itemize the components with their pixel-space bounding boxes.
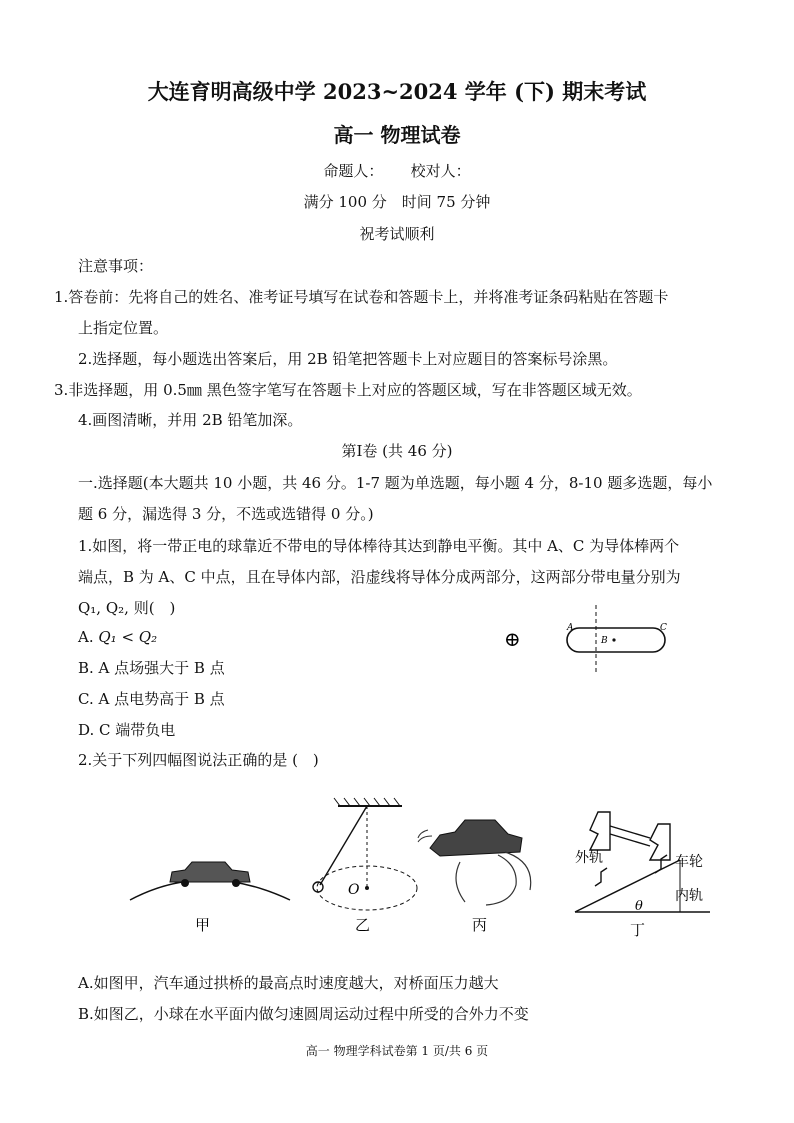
wish-line: 祝考试顺利 xyxy=(359,225,435,243)
car-wheel-icon xyxy=(181,879,189,887)
caption-ding: 丁 xyxy=(630,921,646,939)
section-intro-line2: 题 6 分，漏选得 3 分，不选或选错得 0 分。) xyxy=(78,505,374,523)
caption-jia: 甲 xyxy=(195,916,211,934)
q1-stem-line1: 1.如图，将一带正电的球靠近不带电的导体棒待其达到静电平衡。其中 A、C 为导体棒两个 xyxy=(78,537,680,555)
caption-bing: 丙 xyxy=(472,916,488,934)
car-icon xyxy=(170,862,250,882)
inner-wheel xyxy=(650,824,670,860)
q1-option-d: D. C 端带负电 xyxy=(78,721,176,739)
arch-bridge xyxy=(130,880,290,900)
q1-option-c: C. A 点电势高于 B 点 xyxy=(78,690,225,708)
figure-yi xyxy=(313,798,417,934)
q1-option-a-math: Q₁ < Q₂ xyxy=(98,628,158,646)
q1-option-a xyxy=(78,628,157,646)
theta-label: θ xyxy=(635,899,643,914)
exam-title: 大连育明高级中学 2023~2024 学年 (下) 期末考试 xyxy=(147,79,647,104)
figure-bing xyxy=(418,820,531,934)
authors-line: 命题人： 校对人： xyxy=(323,162,471,180)
exam-subtitle: 高一 物理试卷 xyxy=(333,123,461,147)
positive-charge-ball: ⊕ xyxy=(504,627,521,651)
water-splash xyxy=(456,852,531,905)
point-c-label: C xyxy=(660,623,667,633)
point-a-label: A xyxy=(567,623,574,633)
outer-rail xyxy=(595,868,607,886)
note-item-2: 2.选择题，每小题选出答案后，用 2B 铅笔把答题卡上对应题目的答案标号涂黑。 xyxy=(78,350,618,368)
caption-yi: 乙 xyxy=(355,916,371,934)
score-time-line: 满分 100 分 时间 75 分钟 xyxy=(303,193,491,211)
wheel-label: 车轮 xyxy=(675,854,703,870)
drift-car-icon xyxy=(430,820,522,856)
note-item-3: 3.非选择题，用 0.5㎜ 黑色签字笔写在答题卡上对应的答题区域，写在非答题区域无效。 xyxy=(54,381,642,399)
note-item-1-cont: 上指定位置。 xyxy=(78,319,169,337)
page-footer: 高一 物理学科试卷第 1 页/共 6 页 xyxy=(305,1044,489,1058)
note-item-4: 4.画图清晰，并用 2B 铅笔加深。 xyxy=(78,411,303,429)
figure-ding xyxy=(575,812,710,939)
q1-option-a-prefix: A. xyxy=(78,628,99,646)
inner-rail-label: 内轨 xyxy=(675,888,703,904)
q1-stem-line3: Q₁, Q₂, 则( ) xyxy=(78,599,176,617)
ceiling-hatching xyxy=(334,798,400,806)
center-o-label: O xyxy=(348,882,360,898)
car-wheel-icon xyxy=(232,879,240,887)
conductor-rod xyxy=(567,628,665,652)
q1-option-b: B. A 点场强大于 B 点 xyxy=(78,659,225,677)
spray-lines xyxy=(418,830,432,842)
point-b-dot xyxy=(612,638,615,641)
note-item-1: 1.答卷前：先将自己的姓名、准考证号填写在试卷和答题卡上，并将准考证条码粘贴在答题卡 xyxy=(54,288,669,306)
pendulum-string xyxy=(320,806,367,885)
incline-line xyxy=(575,860,680,912)
q2-stem: 2.关于下列四幅图说法正确的是 ( ) xyxy=(78,751,319,769)
section-title: 第Ⅰ卷 (共 46 分) xyxy=(341,442,453,460)
outer-wheel xyxy=(590,812,610,850)
section-intro-line1: 一.选择题(本大题共 10 小题，共 46 分。1-7 题为单选题，每小题 4 分，8-10 题多选题，每小 xyxy=(78,474,713,492)
q1-stem-line2: 端点，B 为 A、C 中点，且在导体内部，沿虚线将导体分成两部分，这两部分带电量分别为 xyxy=(78,568,681,586)
q2-option-a: A.如图甲，汽车通过拱桥的最高点时速度越大，对桥面压力越大 xyxy=(78,974,499,992)
notes-heading: 注意事项： xyxy=(78,257,154,275)
q2-figures xyxy=(110,790,710,950)
figure-jia xyxy=(130,862,290,934)
point-b-label: B xyxy=(601,636,608,646)
center-o-dot xyxy=(365,886,369,890)
q1-figure xyxy=(495,605,695,675)
q2-option-b: B.如图乙，小球在水平面内做匀速圆周运动过程中所受的合外力不变 xyxy=(78,1005,529,1023)
outer-rail-label: 外轨 xyxy=(575,850,603,866)
inner-rail xyxy=(655,855,667,873)
